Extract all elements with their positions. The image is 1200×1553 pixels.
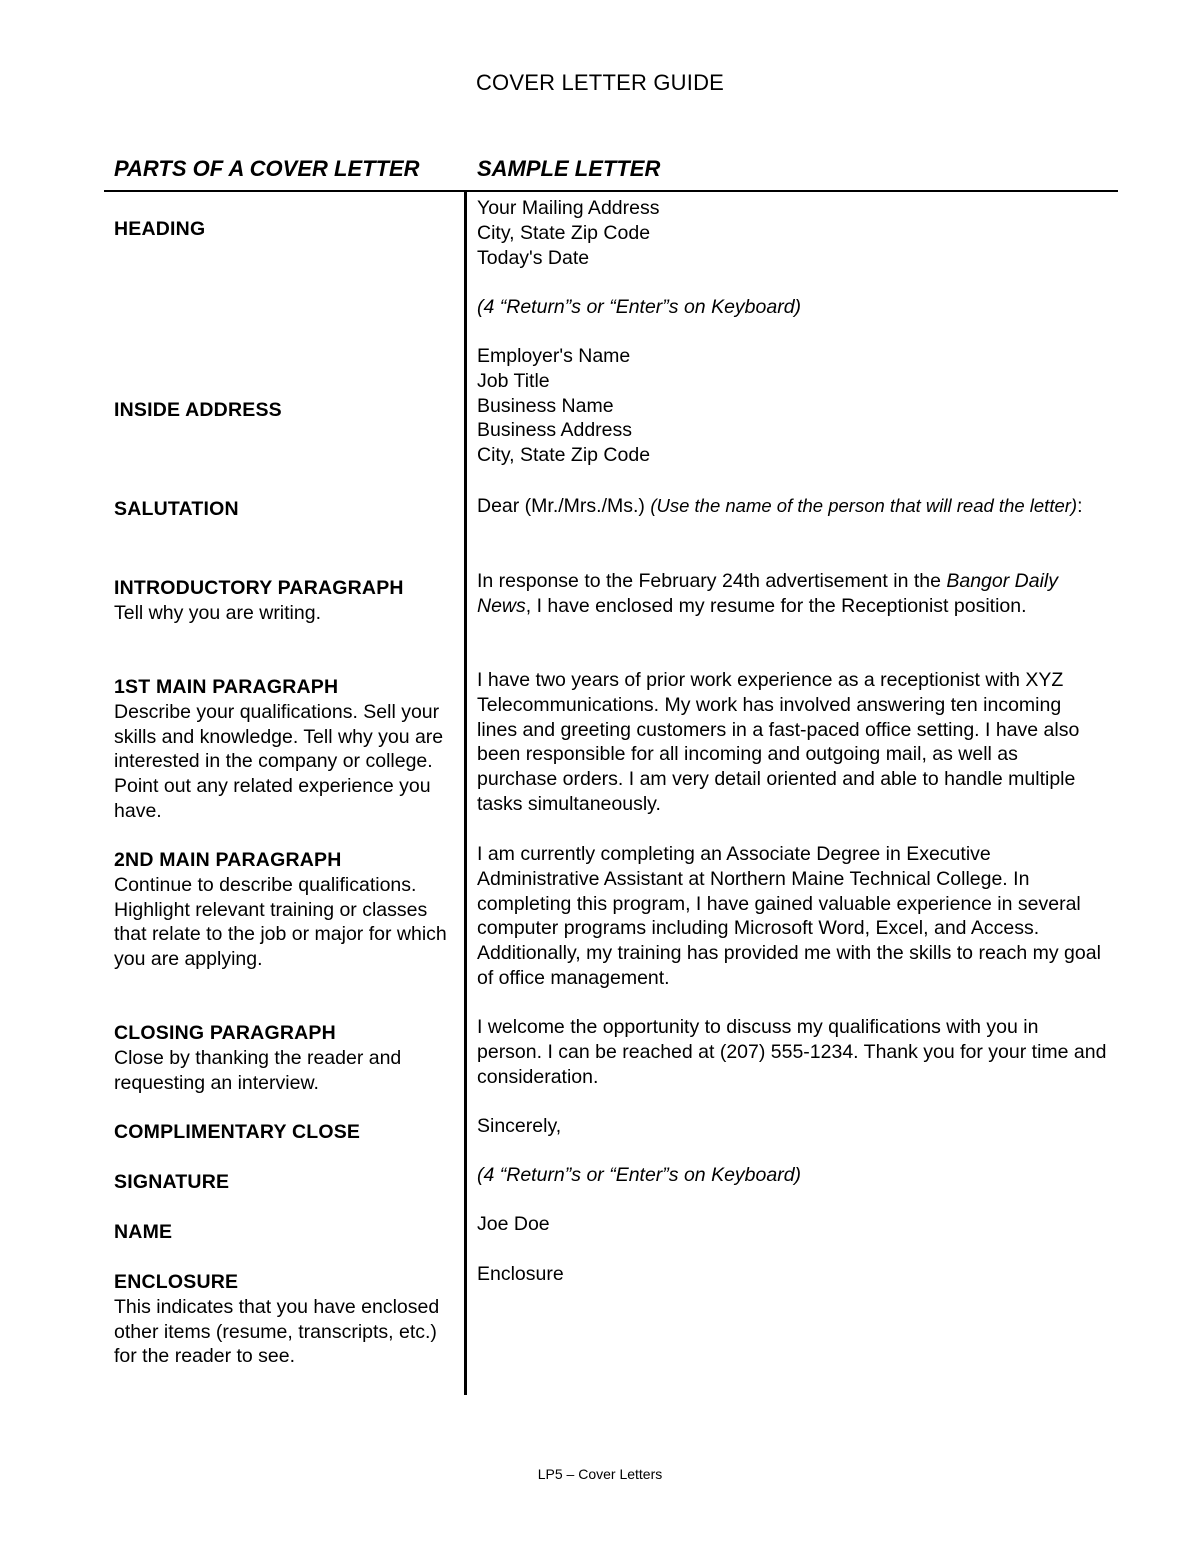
page-footer: LP5 – Cover Letters (537, 1466, 663, 1482)
sample-complimentary-close: Sincerely, (477, 1115, 562, 1137)
intro-text: In response to the February 24th advertisement in the (477, 570, 947, 592)
part-description: Close by thanking the reader and requesting an interview. (114, 1046, 402, 1094)
part-salutation (114, 497, 459, 522)
part-1st-main-paragraph (114, 675, 459, 824)
sample-inside-address (477, 344, 1117, 468)
part-description: Describe your qualifications. Sell your skills and knowledge. Tell why you are interested in the company or college. Point out any related experience you have. (114, 700, 444, 822)
part-complimentary-close (114, 1120, 459, 1145)
part-title: CLOSING PARAGRAPH (114, 1022, 336, 1044)
sample-line: Business Address (477, 419, 633, 442)
sample-closing-paragraph: I welcome the opportunity to discuss my qualifications with you in person. I can be reached at (207) 555-1234. Thank you for your time and consideration. (477, 1016, 1107, 1088)
sample-intro-paragraph (477, 569, 1077, 619)
part-title: SALUTATION (114, 498, 239, 520)
salutation-text: Dear (Mr./Mrs./Ms.) (477, 495, 651, 517)
part-description: Tell why you are writing. (114, 601, 321, 624)
part-closing-paragraph (114, 1021, 459, 1095)
part-enclosure (114, 1270, 459, 1369)
part-title: ENCLOSURE (114, 1271, 239, 1293)
sample-name: Joe Doe (477, 1213, 550, 1235)
salutation-end: : (1077, 495, 1083, 517)
intro-text: , I have enclosed my resume for the Receptionist position. (525, 594, 1027, 617)
sample-enclosure: Enclosure (477, 1263, 564, 1285)
sample-returns-note: (4 “Return”s or “Enter”s on Keyboard) (477, 296, 802, 318)
sample-column-header: SAMPLE LETTER (477, 156, 661, 181)
part-title: SIGNATURE (114, 1171, 230, 1193)
part-title: HEADING (114, 218, 206, 240)
header-divider (104, 190, 1118, 192)
part-name (114, 1220, 459, 1245)
part-title: INTRODUCTORY PARAGRAPH (114, 577, 404, 599)
sample-line: Employer's Name (477, 345, 631, 367)
sample-main-paragraph-2: I am currently completing an Associate Degree in Executive Administrative Assistant at Northern Maine Technical College. In completing this program, I have gained valuable experience in several computer programs including Microsoft Word, Excel, and Access. Additionally, my training has provided me with the skills to reach my goal of office management. (477, 843, 1101, 989)
part-title: NAME (114, 1221, 173, 1243)
sample-line: City, State Zip Code (477, 444, 651, 467)
part-title: INSIDE ADDRESS (114, 399, 282, 421)
sample-main-paragraph-1: I have two years of prior work experience as a receptionist with XYZ Telecommunications. My work has involved answering ten incoming lines and greeting customers in a fast-paced office setting. I have also been responsible for all incoming and outgoing mail, as well as purchase orders. I am very detail oriented and able to handle multiple tasks simultaneously. (477, 669, 1080, 815)
salutation-note: (Use the name of the person that will read the letter) (650, 495, 1078, 516)
sample-line: Business Name (477, 394, 614, 417)
sample-line: Your Mailing Address (477, 197, 660, 219)
sample-line: Today's Date (477, 246, 590, 269)
part-2nd-main-paragraph (114, 848, 459, 972)
sample-heading (477, 196, 1117, 270)
sample-signature-note: (4 “Return”s or “Enter”s on Keyboard) (477, 1164, 802, 1186)
publication-name: Bangor Daily News (477, 570, 1058, 617)
part-description: This indicates that you have enclosed other items (resume, transcripts, etc.) for the reader to see. (114, 1295, 440, 1368)
part-heading (114, 217, 459, 242)
sample-salutation (477, 494, 1087, 519)
page-title: COVER LETTER GUIDE (475, 70, 725, 95)
part-title: 1ST MAIN PARAGRAPH (114, 676, 339, 698)
sample-line: Job Title (477, 369, 550, 392)
part-description: Continue to describe qualifications. Highlight relevant training or classes that relate to the job or major for which you are applying. (114, 873, 447, 971)
part-title: COMPLIMENTARY CLOSE (114, 1121, 361, 1143)
part-title: 2ND MAIN PARAGRAPH (114, 849, 342, 871)
part-signature (114, 1170, 459, 1195)
part-introductory-paragraph (114, 576, 459, 626)
part-inside-address (114, 398, 459, 423)
parts-column-header: PARTS OF A COVER LETTER (114, 156, 420, 181)
column-divider (464, 191, 467, 1395)
sample-line: City, State Zip Code (477, 221, 651, 244)
